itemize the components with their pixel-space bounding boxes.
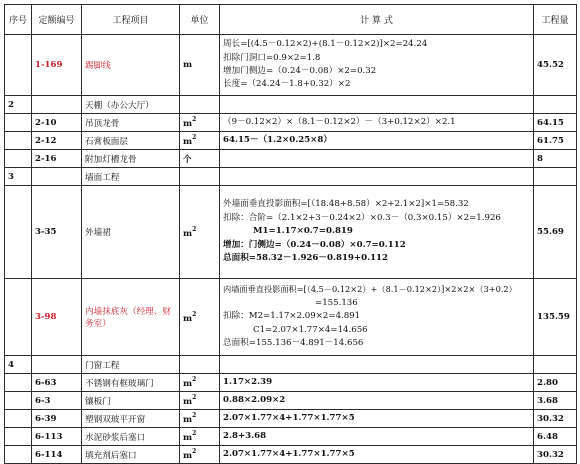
row-amount: 55.69 xyxy=(534,186,577,279)
row-item: 墙面工程 xyxy=(82,168,180,186)
unit-text: m xyxy=(183,313,193,324)
row-amount: 2.80 xyxy=(534,374,577,392)
row-calc xyxy=(220,150,534,168)
row-seq: 3 xyxy=(5,168,32,186)
calc-line: （9－0.12×2）×（8.1－0.12×2）－（3+0.12×2）×2.1 xyxy=(223,116,456,127)
unit-text: m xyxy=(183,433,193,443)
row-amount: 6.48 xyxy=(534,428,577,446)
unit-superscript: 2 xyxy=(192,225,197,233)
table-row xyxy=(5,150,577,168)
row-code: 6-63 xyxy=(32,374,82,392)
row-code xyxy=(32,356,82,374)
row-item: 镶板门 xyxy=(82,392,180,410)
table-row xyxy=(5,279,577,356)
row-unit xyxy=(180,392,220,410)
quantity-table xyxy=(4,4,577,464)
calc-line: 2.07×1.77×4+1.77×1.77×5 xyxy=(223,412,355,423)
calc-line: 外墙面垂直投影面积=[（18.48+8.58）×2+2.1×2]×1=58.32 xyxy=(223,199,469,210)
row-amount xyxy=(534,356,577,374)
header-item: 工程项目 xyxy=(82,5,180,35)
row-code: 6-3 xyxy=(32,392,82,410)
calc-line: 2.07×1.77×4+1.77×1.77×5 xyxy=(223,448,355,459)
row-seq xyxy=(5,35,32,96)
row-calc xyxy=(220,168,534,186)
row-item: 踢脚线 xyxy=(82,35,180,96)
unit-text: m xyxy=(183,228,193,239)
row-code xyxy=(32,168,82,186)
row-unit xyxy=(180,446,220,464)
unit-superscript: 2 xyxy=(192,134,197,141)
row-amount xyxy=(534,96,577,114)
row-calc xyxy=(220,96,534,114)
calc-line: 0.88×2.09×2 xyxy=(223,394,286,405)
row-unit: 个 xyxy=(180,150,220,168)
row-item: 吊顶龙骨 xyxy=(82,114,180,132)
row-seq xyxy=(5,374,32,392)
row-code: 2-12 xyxy=(32,132,82,150)
row-unit xyxy=(180,96,220,114)
calc-line: 内墙面垂直投影面积=[（4.5－0.12×2）+（8.1－0.12×2）]×2×2×（3+0.2） xyxy=(223,284,517,295)
calc-line: 2.8+3.68 xyxy=(223,430,267,441)
calc-line: 增加门侧边=（0.24－0.08）×2=0.32 xyxy=(223,66,377,76)
row-item: 不锈钢有框玻璃门 xyxy=(82,374,180,392)
row-item: 天棚（办公大厅） xyxy=(82,96,180,114)
header-unit: 单位 xyxy=(180,5,220,35)
row-calc xyxy=(220,428,534,446)
calc-line: 增加：门侧边=（0.24－0.08）×0.7=0.112 xyxy=(223,239,406,250)
row-calc xyxy=(220,114,534,132)
unit-text: m xyxy=(183,451,193,461)
row-code: 6-39 xyxy=(32,410,82,428)
row-calc xyxy=(220,446,534,464)
table-row xyxy=(5,114,577,132)
row-calc xyxy=(220,356,534,374)
calc-line: 长度=（24.24－1.8+0.32）×2 xyxy=(223,79,351,90)
unit-superscript: 2 xyxy=(192,376,197,383)
row-seq: 4 xyxy=(5,356,32,374)
row-calc xyxy=(220,132,534,150)
row-unit xyxy=(180,410,220,428)
unit-superscript: 2 xyxy=(192,310,197,318)
row-amount: 30.32 xyxy=(534,446,577,464)
table-row xyxy=(5,446,577,464)
unit-text: m xyxy=(183,397,193,407)
row-amount: 8 xyxy=(534,150,577,168)
unit-text: m xyxy=(183,137,193,147)
row-unit xyxy=(180,168,220,186)
unit-superscript: 2 xyxy=(192,412,197,419)
table-row xyxy=(5,392,577,410)
header-calc: 计 算 式 xyxy=(220,5,534,35)
unit-superscript: 2 xyxy=(192,448,197,455)
row-amount: 3.68 xyxy=(534,392,577,410)
unit-text: m xyxy=(183,379,193,389)
unit-text: m xyxy=(183,415,193,425)
row-calc xyxy=(220,374,534,392)
row-code: 2-10 xyxy=(32,114,82,132)
table-row xyxy=(5,186,577,279)
header-seq: 序号 xyxy=(5,5,32,35)
row-code xyxy=(32,96,82,114)
row-code: 3-98 xyxy=(32,279,82,356)
row-unit xyxy=(180,428,220,446)
calc-line: 总面积=155.136－4.891－14.656 xyxy=(223,338,364,349)
section-row xyxy=(5,356,577,374)
table-row xyxy=(5,35,577,96)
unit-superscript: 2 xyxy=(192,116,197,123)
row-seq xyxy=(5,279,32,356)
row-calc xyxy=(220,186,534,279)
calc-line: 周长=[(4.5－0.12×2)+(8.1－0.12×2)]×2=24.24 xyxy=(223,39,428,50)
calc-line: 1.17×2.39 xyxy=(223,376,273,387)
unit-superscript: 2 xyxy=(192,430,197,437)
row-item: 外墙裙 xyxy=(82,186,180,279)
row-item: 内墙抹底灰（经理、财务室） xyxy=(82,279,180,356)
row-code: 6-113 xyxy=(32,428,82,446)
section-row xyxy=(5,96,577,114)
calc-line: C1=2.07×1.77×4=14.656 xyxy=(253,324,368,335)
row-seq xyxy=(5,410,32,428)
row-amount: 61.75 xyxy=(534,132,577,150)
row-unit xyxy=(180,279,220,356)
row-unit xyxy=(180,374,220,392)
row-unit: m xyxy=(180,35,220,96)
header-amount: 工程量 xyxy=(534,5,577,35)
row-code: 3-35 xyxy=(32,186,82,279)
row-code: 6-114 xyxy=(32,446,82,464)
calc-line: =155.136 xyxy=(315,297,358,308)
section-row xyxy=(5,168,577,186)
row-unit xyxy=(180,186,220,279)
row-unit xyxy=(180,356,220,374)
row-amount xyxy=(534,168,577,186)
calc-line: M1=1.17×0.7=0.819 xyxy=(253,226,353,237)
table-row xyxy=(5,374,577,392)
row-seq xyxy=(5,428,32,446)
row-calc xyxy=(220,410,534,428)
row-seq xyxy=(5,114,32,132)
row-seq xyxy=(5,132,32,150)
row-calc xyxy=(220,392,534,410)
row-calc xyxy=(220,279,534,356)
row-item: 塑钢双玻平开窗 xyxy=(82,410,180,428)
calc-line: 总面积=58.32－1.926－0.819+0.112 xyxy=(223,253,389,264)
row-calc xyxy=(220,35,534,96)
row-amount: 30.32 xyxy=(534,410,577,428)
unit-text: m xyxy=(183,119,193,129)
calc-line: 扣除：M2=1.17×2.09×2=4.891 xyxy=(223,311,361,322)
row-code: 2-16 xyxy=(32,150,82,168)
row-item: 附加灯槽龙骨 xyxy=(82,150,180,168)
table-row xyxy=(5,410,577,428)
row-amount: 135.59 xyxy=(534,279,577,356)
row-unit xyxy=(180,114,220,132)
row-seq xyxy=(5,186,32,279)
row-code: 1-169 xyxy=(32,35,82,96)
row-item: 水泥砂浆后塞口 xyxy=(82,428,180,446)
header-code: 定额编号 xyxy=(32,5,82,35)
row-seq: 2 xyxy=(5,96,32,114)
row-unit xyxy=(180,132,220,150)
calc-line: 扣除门洞口=0.9×2=1.8 xyxy=(223,52,321,63)
table-header-row xyxy=(5,5,577,35)
row-amount: 64.15 xyxy=(534,114,577,132)
row-amount: 45.52 xyxy=(534,35,577,96)
calc-line: 扣除：合阶=（2.1×2+3－0.24×2）×0.3－（0.3×0.15）×2=1.926 xyxy=(223,212,501,223)
calc-line: 64.15－（1.2×0.25×8） xyxy=(223,134,332,145)
row-seq xyxy=(5,392,32,410)
table-row xyxy=(5,428,577,446)
row-item: 填充剂后塞口 xyxy=(82,446,180,464)
row-item: 门窗工程 xyxy=(82,356,180,374)
row-seq xyxy=(5,150,32,168)
row-item: 石膏板面层 xyxy=(82,132,180,150)
row-seq xyxy=(5,446,32,464)
table-row xyxy=(5,132,577,150)
unit-superscript: 2 xyxy=(192,394,197,401)
